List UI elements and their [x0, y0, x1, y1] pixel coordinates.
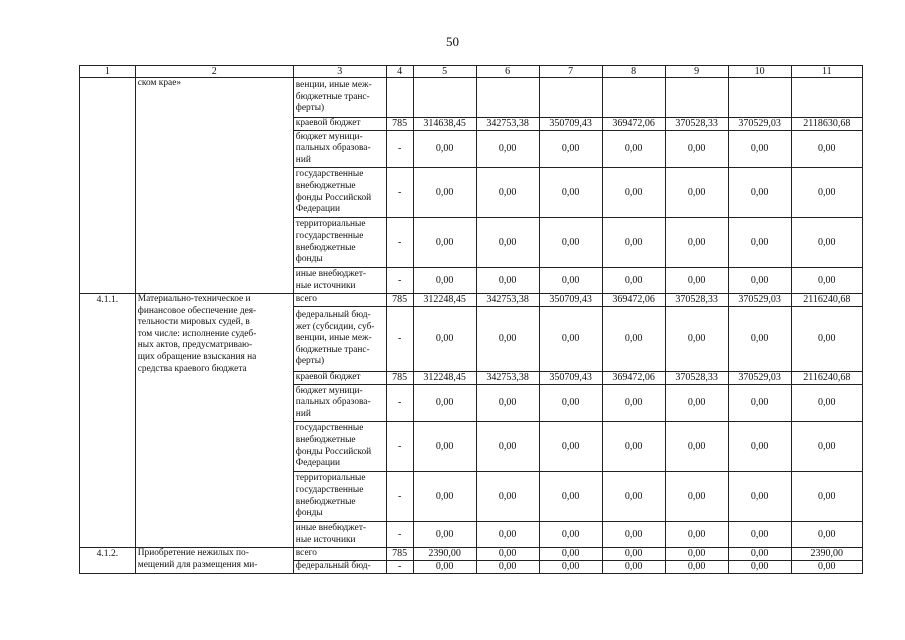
year-value: 0,00	[413, 422, 476, 472]
funding-source: бюджет муници- пальных образова- ний	[295, 385, 371, 419]
item-number: 4.1.1.	[80, 294, 136, 548]
year-value: 0,00	[413, 307, 476, 372]
year-value: 370528,33	[665, 372, 728, 385]
column-number: 2	[135, 66, 293, 78]
column-number: 8	[602, 66, 665, 78]
total-value: 2118630,68	[791, 118, 862, 131]
item-name-cell	[135, 294, 293, 548]
funding-source-cell	[293, 385, 386, 422]
year-value: 0,00	[539, 472, 602, 522]
year-value: 0,00	[602, 268, 665, 294]
year-value: 370529,03	[728, 118, 791, 131]
year-value: 0,00	[665, 472, 728, 522]
year-value: 0,00	[665, 307, 728, 372]
year-value: 0,00	[728, 422, 791, 472]
year-value: 0,00	[728, 522, 791, 548]
year-value: 369472,06	[602, 118, 665, 131]
year-value: 350709,43	[539, 372, 602, 385]
funding-source-cell	[293, 294, 386, 307]
year-value: 0,00	[413, 522, 476, 548]
table-row	[80, 548, 863, 561]
total-value: 0,00	[791, 561, 862, 574]
year-value: 314638,45	[413, 118, 476, 131]
year-value: 0,00	[476, 385, 539, 422]
funding-source-cell	[293, 372, 386, 385]
column-number: 11	[791, 66, 862, 78]
table-row	[80, 78, 863, 118]
funding-source-cell	[293, 268, 386, 294]
column-number: 5	[413, 66, 476, 78]
year-value: 0,00	[728, 472, 791, 522]
year-value: 0,00	[665, 131, 728, 168]
year-value: 0,00	[476, 218, 539, 268]
year-value: 370528,33	[665, 118, 728, 131]
year-value: 342753,38	[476, 372, 539, 385]
item-name: Материально-техническое и финансовое обеспечение дея- тельности мировых судей, в том числе: исполнение судеб- ных актов, предусматриваю- щих обращение взыскания на средства краевого бюджета	[137, 294, 257, 374]
budget-code: 785	[386, 372, 413, 385]
year-value: 0,00	[665, 168, 728, 218]
funding-source: государственные внебюджетные фонды Российской Федерации	[295, 169, 372, 215]
funding-source-cell	[293, 422, 386, 472]
year-value: 0,00	[539, 422, 602, 472]
year-value: 0,00	[413, 218, 476, 268]
column-number: 4	[386, 66, 413, 78]
year-value: 0,00	[476, 422, 539, 472]
year-value: 0,00	[602, 522, 665, 548]
year-value: 0,00	[539, 307, 602, 372]
year-value: 312248,45	[413, 372, 476, 385]
year-value: 0,00	[728, 307, 791, 372]
year-value: 369472,06	[602, 372, 665, 385]
year-value: 0,00	[665, 422, 728, 472]
budget-code: -	[386, 168, 413, 218]
total-value: 0,00	[791, 268, 862, 294]
item-number: 4.1.2.	[80, 548, 136, 574]
year-value: 0,00	[539, 548, 602, 561]
funding-source-cell	[293, 118, 386, 131]
budget-code: -	[386, 268, 413, 294]
funding-source: краевой бюджет	[295, 372, 361, 383]
year-value: 0,00	[602, 131, 665, 168]
funding-source-cell	[293, 548, 386, 561]
year-value: 370529,03	[728, 372, 791, 385]
total-value: 0,00	[791, 307, 862, 372]
funding-source-cell	[293, 561, 386, 574]
funding-source: федеральный бюд- жет (субсидии, суб- венции, иные меж- бюджетные транс- ферты)	[295, 310, 375, 367]
year-value: 0,00	[728, 548, 791, 561]
year-value	[665, 78, 728, 118]
total-value: 0,00	[791, 422, 862, 472]
year-value: 0,00	[728, 218, 791, 268]
total-value: 0,00	[791, 522, 862, 548]
item-name-cell	[135, 548, 293, 574]
funding-source: венции, иные меж- бюджетные транс- ферты)	[295, 80, 372, 114]
year-value: 0,00	[476, 131, 539, 168]
budget-code: -	[386, 561, 413, 574]
item-name: ском крае»	[137, 78, 182, 88]
budget-code: -	[386, 385, 413, 422]
year-value: 0,00	[413, 472, 476, 522]
funding-source: иные внебюджет- ные источники	[295, 522, 367, 545]
year-value: 0,00	[539, 522, 602, 548]
budget-code: 785	[386, 118, 413, 131]
budget-code: 785	[386, 294, 413, 307]
year-value: 2390,00	[413, 548, 476, 561]
total-value: 2116240,68	[791, 294, 862, 307]
column-number: 9	[665, 66, 728, 78]
year-value: 0,00	[665, 268, 728, 294]
column-number-row	[80, 66, 863, 78]
year-value	[602, 78, 665, 118]
column-number: 7	[539, 66, 602, 78]
funding-source: краевой бюджет	[295, 118, 361, 129]
budget-code: -	[386, 522, 413, 548]
budget-code: -	[386, 422, 413, 472]
funding-source: государственные внебюджетные фонды Российской Федерации	[295, 423, 372, 469]
column-number: 6	[476, 66, 539, 78]
total-value: 2116240,68	[791, 372, 862, 385]
funding-source-cell	[293, 131, 386, 168]
year-value: 0,00	[728, 385, 791, 422]
funding-source: территориальные государственные внебюджетные фонды	[295, 473, 366, 519]
funding-source-cell	[293, 307, 386, 372]
table-row	[80, 294, 863, 307]
column-number: 3	[293, 66, 386, 78]
budget-table	[79, 65, 863, 574]
year-value: 0,00	[539, 168, 602, 218]
year-value: 0,00	[413, 168, 476, 218]
year-value: 0,00	[728, 168, 791, 218]
year-value: 0,00	[539, 131, 602, 168]
budget-code: 785	[386, 548, 413, 561]
total-value: 0,00	[791, 218, 862, 268]
year-value: 0,00	[665, 561, 728, 574]
year-value: 0,00	[665, 548, 728, 561]
year-value	[476, 78, 539, 118]
year-value: 0,00	[602, 168, 665, 218]
year-value: 0,00	[476, 268, 539, 294]
year-value: 370528,33	[665, 294, 728, 307]
year-value	[728, 78, 791, 118]
item-name: Приобретение нежилых по- мещений для размещения ми-	[137, 548, 258, 570]
year-value: 0,00	[476, 472, 539, 522]
year-value: 0,00	[665, 385, 728, 422]
year-value: 0,00	[665, 218, 728, 268]
item-name-cell	[135, 78, 293, 294]
total-value: 0,00	[791, 131, 862, 168]
total-value	[791, 78, 862, 118]
budget-code: -	[386, 307, 413, 372]
year-value: 0,00	[728, 131, 791, 168]
year-value: 0,00	[413, 561, 476, 574]
year-value: 0,00	[476, 561, 539, 574]
year-value: 0,00	[602, 548, 665, 561]
year-value: 0,00	[602, 385, 665, 422]
year-value: 0,00	[539, 268, 602, 294]
year-value: 0,00	[476, 307, 539, 372]
funding-source: территориальные государственные внебюджетные фонды	[295, 219, 366, 265]
year-value: 0,00	[602, 561, 665, 574]
total-value: 0,00	[791, 168, 862, 218]
year-value: 0,00	[602, 307, 665, 372]
year-value: 0,00	[476, 522, 539, 548]
funding-source: федеральный бюд-	[295, 561, 371, 572]
total-value: 0,00	[791, 472, 862, 522]
year-value: 350709,43	[539, 118, 602, 131]
year-value	[539, 78, 602, 118]
total-value: 0,00	[791, 385, 862, 422]
year-value: 369472,06	[602, 294, 665, 307]
year-value: 312248,45	[413, 294, 476, 307]
budget-code	[386, 78, 413, 118]
funding-source-cell	[293, 522, 386, 548]
year-value: 0,00	[476, 168, 539, 218]
budget-code: -	[386, 131, 413, 168]
funding-source-cell	[293, 78, 386, 118]
year-value: 0,00	[602, 422, 665, 472]
page-number: 50	[446, 34, 459, 49]
year-value: 0,00	[602, 472, 665, 522]
year-value: 342753,38	[476, 294, 539, 307]
year-value: 0,00	[413, 268, 476, 294]
year-value: 0,00	[728, 561, 791, 574]
total-value: 2390,00	[791, 548, 862, 561]
column-number: 1	[80, 66, 136, 78]
year-value: 0,00	[602, 218, 665, 268]
column-number: 10	[728, 66, 791, 78]
year-value: 0,00	[476, 548, 539, 561]
year-value: 350709,43	[539, 294, 602, 307]
funding-source-cell	[293, 472, 386, 522]
funding-source: всего	[295, 548, 317, 559]
year-value: 0,00	[665, 522, 728, 548]
year-value: 0,00	[728, 268, 791, 294]
year-value	[413, 78, 476, 118]
year-value: 370529,03	[728, 294, 791, 307]
funding-source: иные внебюджет- ные источники	[295, 268, 367, 291]
year-value: 0,00	[413, 131, 476, 168]
year-value: 0,00	[413, 385, 476, 422]
year-value: 0,00	[539, 218, 602, 268]
item-number	[80, 78, 136, 294]
funding-source-cell	[293, 168, 386, 218]
funding-source: всего	[295, 294, 317, 305]
year-value: 0,00	[539, 561, 602, 574]
budget-code: -	[386, 218, 413, 268]
year-value: 0,00	[539, 385, 602, 422]
funding-source-cell	[293, 218, 386, 268]
budget-code: -	[386, 472, 413, 522]
year-value: 342753,38	[476, 118, 539, 131]
funding-source: бюджет муници- пальных образова- ний	[295, 131, 371, 165]
